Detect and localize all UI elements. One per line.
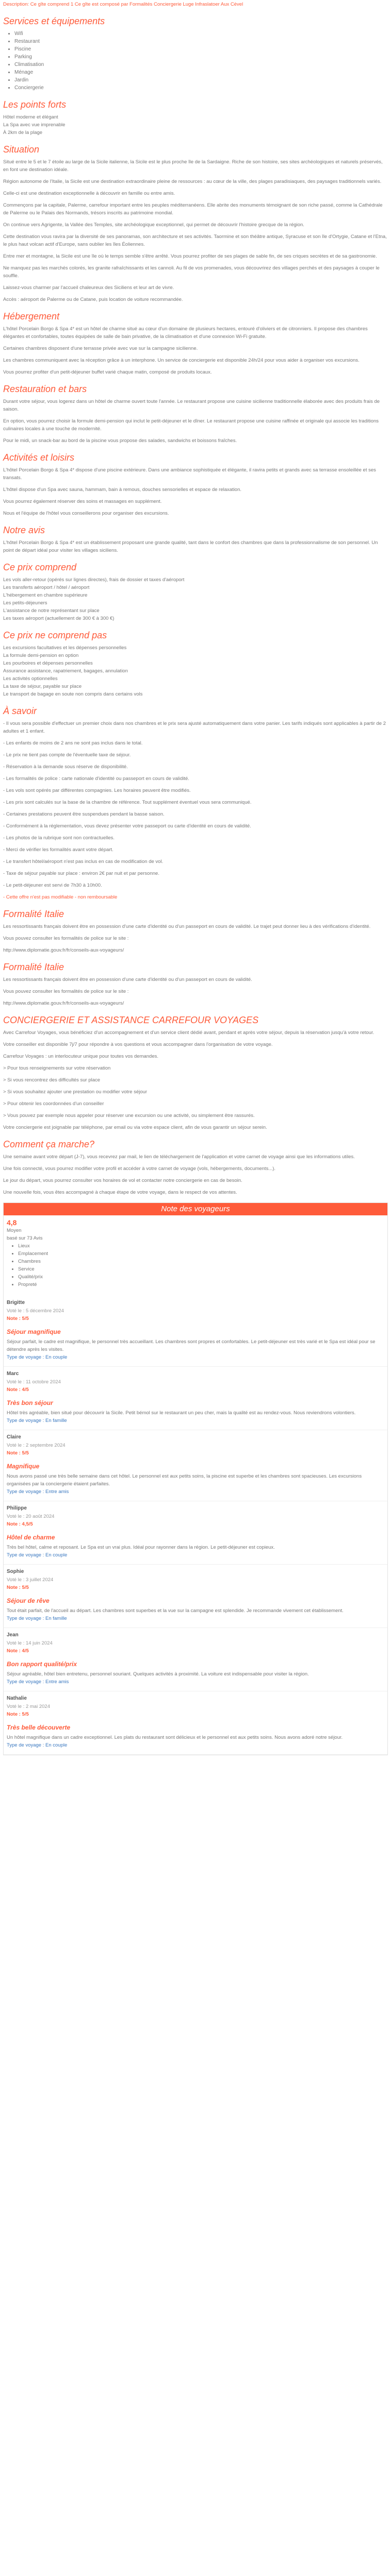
- review-type: Type de voyage : Entre amis: [7, 1679, 69, 1685]
- review-date: Voté le : 14 juin 2024: [7, 1640, 53, 1646]
- formalite1-text: [3, 923, 388, 954]
- reviews-summary: [4, 1215, 387, 1296]
- point-item: À 2km de la plage: [3, 130, 43, 135]
- review-title: Magnifique: [7, 1463, 40, 1470]
- review-type: Type de voyage : En famille: [7, 1616, 67, 1621]
- service-item: • Parking: [14, 53, 388, 61]
- review-item: [4, 1628, 387, 1691]
- service-item: • Jardin: [14, 76, 388, 84]
- review-item: [4, 1501, 387, 1565]
- situation-paragraph: Celle-ci est une destination exceptionnelle à découvrir en famille ou entre amis.: [3, 191, 175, 196]
- review-author: Philippe: [7, 1505, 27, 1511]
- review-title: Très belle découverte: [7, 1724, 71, 1731]
- activites-paragraph: L'hôtel Porcelain Borgo & Spa 4* dispose d'une piscine extérieure. Dans une ambiance sophistiquée et élégante, il ravira petits et grands avec sa terrasse ensoleillée et ses transats.: [3, 467, 376, 481]
- a-savoir-paragraph: - Les vols sont opérés par différentes compagnies. Les horaires peuvent être modifiés.: [3, 788, 191, 793]
- a-savoir-paragraph: - Certaines prestations peuvent être suspendues pendant la basse saison.: [3, 811, 165, 817]
- services-title: Services et équipements: [3, 16, 105, 26]
- comprend-item: Les transferts aéroport / hôtel / aéroport: [3, 585, 90, 590]
- formalite-paragraph: http://www.diplomatie.gouv.fr/fr/conseils-aux-voyageurs/: [3, 1001, 124, 1006]
- a-savoir-text: [3, 720, 388, 889]
- comment-paragraph: Une semaine avant votre départ (J-7), vous recevrez par mail, le lien de téléchargement de l'application et votre carnet de voyage ainsi que les informations utiles.: [3, 1154, 355, 1160]
- review-date: Voté le : 3 juillet 2024: [7, 1577, 54, 1583]
- review-item: [4, 1565, 387, 1628]
- activites-title: Activités et loisirs: [3, 452, 75, 463]
- comment-text: [3, 1153, 388, 1196]
- notre-avis-title: Notre avis: [3, 525, 45, 535]
- a-savoir-paragraph: - Il vous sera possible d'effectuer un premier choix dans nos chambres et le prix sera ajusté automatiquement dans votre panier. Les tarifs indiqués sont applicables à partir de 2 adultes et 1 enfant.: [3, 721, 386, 734]
- a-savoir-paragraph: - Réservation à la demande sous réserve de disponibilité.: [3, 764, 128, 770]
- reviews-list: [4, 1296, 387, 1755]
- activites-paragraph: L'hôtel dispose d'un Spa avec sauna, hammam, bain à remous, douches sensorielles et espace de relaxation.: [3, 487, 242, 493]
- conciergerie-paragraph: > Vous pouvez par exemple nous appeler pour réserver une excursion ou une activité, ou simplement être rassurés.: [3, 1113, 255, 1118]
- situation-paragraph: Cette destination vous ravira par la diversité de ses panoramas, son architecture et ses activités. Taormine et son théâtre antique, Syracuse et son île d'Ortygie, Catane et l'Etna, le plus haut volcan actif d'Europe, sans oublier les îles Éoliennes.: [3, 234, 387, 247]
- hebergement-paragraph: Les chambres communiquent avec la réception grâce à un interphone. Un service de conciergerie est disponible 24h/24 pour vous aider à organiser vos excursions.: [3, 358, 360, 363]
- comprend-list: [3, 576, 388, 622]
- ne-comprend-item: Les activités optionnelles: [3, 676, 58, 682]
- ne-comprend-item: La taxe de séjour, payable sur place: [3, 684, 82, 689]
- ne-comprend-item: Les pourboires et dépenses personnelles: [3, 660, 93, 666]
- conciergerie-paragraph: Votre conciergerie est joignable par téléphone, par email ou via votre espace client, afin de vous garantir un séjour serein.: [3, 1125, 267, 1130]
- activites-paragraph: Nous et l'équipe de l'hôtel vous conseillerons pour organiser des excursions.: [3, 511, 169, 516]
- reviews-criteria: [7, 1242, 384, 1289]
- review-item: [4, 1367, 387, 1430]
- hebergement-paragraph: Vous pourrez profiter d'un petit-déjeuner buffet varié chaque matin, composé de produits locaux.: [3, 369, 212, 375]
- review-text: Tout était parfait, de l'accueil au départ. Les chambres sont superbes et la vue sur la campagne est splendide. Je recommande vivement cet établissement.: [7, 1608, 344, 1614]
- reviews-count: basé sur 73 Avis: [7, 1235, 43, 1241]
- restauration-paragraph: Pour le midi, un snack-bar au bord de la piscine vous propose des salades, sandwichs et boissons fraîches.: [3, 438, 237, 444]
- review-text: Très bel hôtel, calme et reposant. Le Spa est un vrai plus. Idéal pour rayonner dans la région. Le petit-déjeuner est copieux.: [7, 1545, 275, 1550]
- services-list: [3, 30, 388, 92]
- review-text: Séjour parfait, le cadre est magnifique, le personnel très accueillant. Les chambres sont propres et confortables. Le petit-déjeuner est très varié et le Spa est idéal pour se détendre après les visites.: [7, 1339, 376, 1352]
- comprend-item: Les vols aller-retour (opérés sur lignes directes), frais de dossier et taxes d'aéroport: [3, 577, 185, 583]
- review-item: [4, 1691, 387, 1755]
- review-rating: Note : 4/5: [7, 1648, 29, 1654]
- a-savoir-paragraph: - Le prix ne tient pas compte de l'éventuelle taxe de séjour.: [3, 752, 131, 758]
- situation-paragraph: Région autonome de l'Italie, la Sicile est une destination extraordinaire pleine de ressources : au cœur de la ville, des plages paradisiaques, des paysages traditionnels variés.: [3, 179, 382, 184]
- formalite-paragraph: Les ressortissants français doivent être en possession d'une carte d'identité ou d'un passeport en cours de validité. Le trajet peut donner lieu à des vérifications d'identité.: [3, 924, 371, 929]
- conciergerie-paragraph: > Pour obtenir les coordonnées d'un conseiller: [3, 1101, 104, 1107]
- review-rating: Note : 5/5: [7, 1450, 29, 1456]
- review-rating: Note : 5/5: [7, 1585, 29, 1590]
- review-text: Un hôtel magnifique dans un cadre exceptionnel. Les plats du restaurant sont délicieux et le personnel est aux petits soins. Nous avons adoré notre séjour.: [7, 1735, 343, 1740]
- review-title: Très bon séjour: [7, 1399, 53, 1406]
- review-criterion: • Lieux: [18, 1242, 384, 1250]
- review-date: Voté le : 11 octobre 2024: [7, 1379, 61, 1385]
- formalite-paragraph: http://www.diplomatie.gouv.fr/fr/conseils-aux-voyageurs/: [3, 947, 124, 953]
- conciergerie-title: CONCIERGERIE ET ASSISTANCE CARREFOUR VOYAGES: [3, 1015, 259, 1025]
- service-item: • Wifi: [14, 30, 388, 38]
- review-criterion: • Propreté: [18, 1281, 384, 1289]
- review-criterion: • Qualité/prix: [18, 1273, 384, 1281]
- review-item: [4, 1430, 387, 1501]
- a-savoir-paragraph: - Les photos de la rubrique sont non contractuelles.: [3, 835, 115, 841]
- reviews-header: Note des voyageurs: [4, 1203, 387, 1215]
- comprend-item: L'hébergement en chambre supérieure: [3, 592, 88, 598]
- comment-paragraph: Le jour du départ, vous pourrez consulter vos horaires de vol et contacter notre conciergerie en cas de besoin.: [3, 1178, 242, 1183]
- review-type: Type de voyage : En famille: [7, 1418, 67, 1423]
- review-title: Séjour de rêve: [7, 1597, 50, 1604]
- comment-paragraph: Une fois connecté, vous pourrez modifier votre profil et accéder à votre carnet de voyage (vols, hébergements, documents...).: [3, 1166, 276, 1172]
- point-item: Hôtel moderne et élégant: [3, 114, 58, 120]
- review-type: Type de voyage : Entre amis: [7, 1489, 69, 1495]
- review-author: Brigitte: [7, 1300, 25, 1306]
- a-savoir-paragraph: - Les prix sont calculés sur la base de la chambre de référence. Tout supplément éventuel vous sera communiqué.: [3, 800, 252, 805]
- ne-comprend-item: Assurance assistance, rapatriement, bagages, annulation: [3, 668, 128, 674]
- review-criterion: • Chambres: [18, 1258, 384, 1265]
- formalite1-title: Formalité Italie: [3, 909, 64, 919]
- conciergerie-paragraph: Carrefour Voyages : un interlocuteur unique pour toutes vos demandes.: [3, 1054, 159, 1059]
- conciergerie-paragraph: > Si vous souhaitez ajouter une prestation ou modifier votre séjour: [3, 1089, 148, 1095]
- review-title: Séjour magnifique: [7, 1328, 61, 1335]
- notre-avis-text: L'hôtel Porcelain Borgo & Spa 4* est un établissement proposant une grande qualité, tant dans le confort des chambres que dans la professionnalisme de son personnel. Un point de départ idéal pour visiter les villages siciliens.: [3, 540, 378, 553]
- hebergement-title: Hébergement: [3, 311, 60, 321]
- comment-paragraph: Une nouvelle fois, vous êtes accompagné à chaque étape de votre voyage, dans le respect de vos attentes.: [3, 1190, 237, 1195]
- comprend-item: Les taxes aéroport (actuellement de 300 € à 300 €): [3, 616, 115, 621]
- a-savoir-paragraph: - Conformément à la réglementation, vous devez présenter votre passeport ou carte d'identité en cours de validité.: [3, 823, 251, 829]
- formalite-paragraph: Vous pouvez consulter les formalités de police sur le site :: [3, 989, 129, 994]
- service-item: • Ménage: [14, 69, 388, 76]
- situation-paragraph: Entre mer et montagne, la Sicile est une île où le temps semble s'être arrêté. Vous pourrez profiter de ses plages de sable fin, de ses criques secrètes et de sa gastronomie.: [3, 253, 377, 259]
- review-rating: Note : 4/5: [7, 1387, 29, 1393]
- restauration-title: Restauration et bars: [3, 384, 87, 394]
- review-date: Voté le : 5 décembre 2024: [7, 1308, 64, 1314]
- situation-paragraph: Laissez-vous charmer par l'accueil chaleureux des Siciliens et leur art de vivre.: [3, 285, 174, 291]
- service-item: • Piscine: [14, 45, 388, 53]
- formalite2-text: [3, 976, 388, 1007]
- comment-title: Comment ça marche?: [3, 1139, 95, 1149]
- review-criterion: • Service: [18, 1265, 384, 1273]
- situation-paragraph: Situé entre le 5 et le 7 étoile au large de la Sicile italienne, la Sicile est le plus proche île de la Sardaigne. Riche de son histoire, ses sites archéologiques et naturels préservés, en font une destination idéale.: [3, 159, 383, 173]
- service-item: • Conciergerie: [14, 84, 388, 92]
- reviews-score-label: Moyen: [7, 1228, 22, 1233]
- ne-comprend-title: Ce prix ne comprend pas: [3, 630, 107, 640]
- restauration-text: [3, 398, 388, 445]
- ne-comprend-item: Les excursions facultatives et les dépenses personnelles: [3, 645, 127, 651]
- situation-paragraph: Commençons par la capitale, Palerme, carrefour important entre les peuples méditerranéens. Elle abrite des monuments témoignant de son riche passé, comme la Cathédrale de Palerme ou le Palais des Normands, trésors inscrits au patrimoine mondial.: [3, 202, 383, 216]
- review-author: Jean: [7, 1632, 19, 1638]
- a-savoir-paragraph: - Les enfants de moins de 2 ans ne sont pas inclus dans le total.: [3, 740, 143, 746]
- activites-text: [3, 466, 388, 517]
- review-date: Voté le : 2 septembre 2024: [7, 1443, 66, 1448]
- review-author: Nathalie: [7, 1696, 27, 1701]
- comprend-item: L'assistance de notre représentant sur place: [3, 608, 100, 614]
- conciergerie-paragraph: Votre conseiller est disponible 7j/7 pour répondre à vos questions et vous accompagner dans l'organisation de votre voyage.: [3, 1042, 273, 1047]
- a-savoir-paragraph: - Le transfert hôtel/aéroport n'est pas inclus en cas de modification de vol.: [3, 859, 164, 865]
- restauration-paragraph: Durant votre séjour, vous logerez dans un hôtel de charme ouvert toute l'année. Le restaurant propose une cuisine sicilienne traditionnelle élaborée avec des produits frais de saison.: [3, 399, 380, 412]
- hebergement-paragraph: Certaines chambres disposent d'une terrasse privée avec vue sur la campagne sicilienne.: [3, 346, 198, 351]
- hebergement-text: [3, 325, 388, 376]
- conciergerie-paragraph: > Si vous rencontrez des difficultés sur place: [3, 1077, 101, 1083]
- a-savoir-paragraph: - Le petit-déjeuner est servi de 7h30 à 10h00.: [3, 883, 102, 888]
- review-author: Sophie: [7, 1569, 24, 1574]
- comprend-title: Ce prix comprend: [3, 562, 77, 572]
- activites-paragraph: Vous pourrez également réserver des soins et massages en supplément.: [3, 499, 162, 504]
- conciergerie-paragraph: > Pour tous renseignements sur votre réservation: [3, 1065, 111, 1071]
- conciergerie-text: [3, 1029, 388, 1131]
- review-type: Type de voyage : En couple: [7, 1354, 68, 1360]
- review-rating: Note : 5/5: [7, 1711, 29, 1717]
- review-rating: Note : 5/5: [7, 1316, 29, 1321]
- review-text: Séjour agréable, hôtel bien entretenu, personnel souriant. Quelques activités à proximité. La voiture est indispensable pour visiter la région.: [7, 1671, 309, 1677]
- review-author: Claire: [7, 1434, 21, 1440]
- points-list: [3, 113, 388, 137]
- review-type: Type de voyage : En couple: [7, 1552, 68, 1558]
- comprend-item: Les petits-déjeuners: [3, 600, 47, 606]
- intro-text: Description: Ce gîte comprend 1 Ce gîte est composé par Formalités Conciergerie Luge Infraslatoer Aux Cèvel: [3, 2, 243, 7]
- ne-comprend-list: [3, 644, 388, 698]
- reviews-score: 4,8: [7, 1218, 17, 1227]
- a-savoir-title: À savoir: [3, 706, 37, 716]
- review-item: [4, 1296, 387, 1367]
- point-item: La Spa avec vue imprenable: [3, 122, 66, 128]
- situation-title: Situation: [3, 144, 40, 155]
- conciergerie-paragraph: Avec Carrefour Voyages, vous bénéficiez d'un accompagnement et d'un service client dédié avant, pendant et après votre séjour, depuis la réservation jusqu'à votre retour.: [3, 1030, 374, 1036]
- situation-paragraph: Accès : aéroport de Palerme ou de Catane, puis location de voiture recommandée.: [3, 297, 183, 302]
- service-item: • Climatisation: [14, 61, 388, 69]
- reviews-box: [3, 1202, 388, 1755]
- situation-paragraph: Ne manquez pas les marchés colorés, les granite rafraîchissants et les cannoli. Au fil de vos promenades, vous découvrirez des villages perchés et des paysages à couper le souffle.: [3, 265, 380, 279]
- a-savoir-paragraph: - Merci de vérifier les formalités avant votre départ.: [3, 847, 113, 853]
- review-title: Hôtel de charme: [7, 1534, 55, 1541]
- situation-text: [3, 158, 388, 303]
- review-criterion: • Emplacement: [18, 1250, 384, 1258]
- a-savoir-note: - Cette offre n'est pas modifiable - non remboursable: [3, 894, 118, 900]
- formalite2-title: Formalité Italie: [3, 962, 64, 972]
- review-rating: Note : 4,5/5: [7, 1521, 33, 1527]
- service-item: • Restaurant: [14, 38, 388, 45]
- a-savoir-paragraph: - Les formalités de police : carte nationale d'identité ou passeport en cours de validité.: [3, 776, 189, 782]
- hebergement-paragraph: L'hôtel Porcelain Borgo & Spa 4* est un hôtel de charme situé au cœur d'un domaine de plusieurs hectares, entouré d'oliviers et de citronniers. Il propose des chambres élégantes et confortables, toutes équipées de salle de bain privative, de la climatisation et d'une connexion Wi-Fi gratuite.: [3, 326, 368, 340]
- points-title: Les points forts: [3, 99, 67, 110]
- ne-comprend-item: La formule demi-pension en option: [3, 653, 79, 658]
- review-date: Voté le : 20 août 2024: [7, 1514, 55, 1519]
- formalite-paragraph: Vous pouvez consulter les formalités de police sur le site :: [3, 936, 129, 941]
- review-author: Marc: [7, 1371, 19, 1377]
- review-title: Bon rapport qualité/prix: [7, 1660, 77, 1668]
- restauration-paragraph: En option, vous pourrez choisir la formule demi-pension qui inclut le petit-déjeuner et le dîner. Le restaurant propose une cuisine raffinée et originale qui associe les traditions culinaires locales à une touche de modernité.: [3, 418, 379, 432]
- review-type: Type de voyage : En couple: [7, 1742, 68, 1748]
- review-text: Hôtel très agréable, bien situé pour découvrir la Sicile. Petit bémol sur le restaurant un peu cher, mais la qualité est au rendez-vous. Nous reviendrons volontiers.: [7, 1410, 356, 1416]
- situation-paragraph: On continue vers Agrigente, la Vallée des Temples, site archéologique exceptionnel, qui permet de découvrir l'histoire grecque de la région.: [3, 222, 304, 228]
- review-text: Nous avons passé une très belle semaine dans cet hôtel. Le personnel est aux petits soins, la piscine est superbe et les chambres sont spacieuses. Les excursions organisées par la conciergerie étaient parfaites.: [7, 1473, 362, 1487]
- ne-comprend-item: Le transport de bagage en soute non compris dans certains vols: [3, 691, 143, 697]
- formalite-paragraph: Les ressortissants français doivent être en possession d'une carte d'identité ou d'un passeport en cours de validité.: [3, 977, 252, 982]
- a-savoir-paragraph: - Taxe de séjour payable sur place : environ 2€ par nuit et par personne.: [3, 871, 159, 876]
- review-date: Voté le : 2 mai 2024: [7, 1704, 50, 1709]
